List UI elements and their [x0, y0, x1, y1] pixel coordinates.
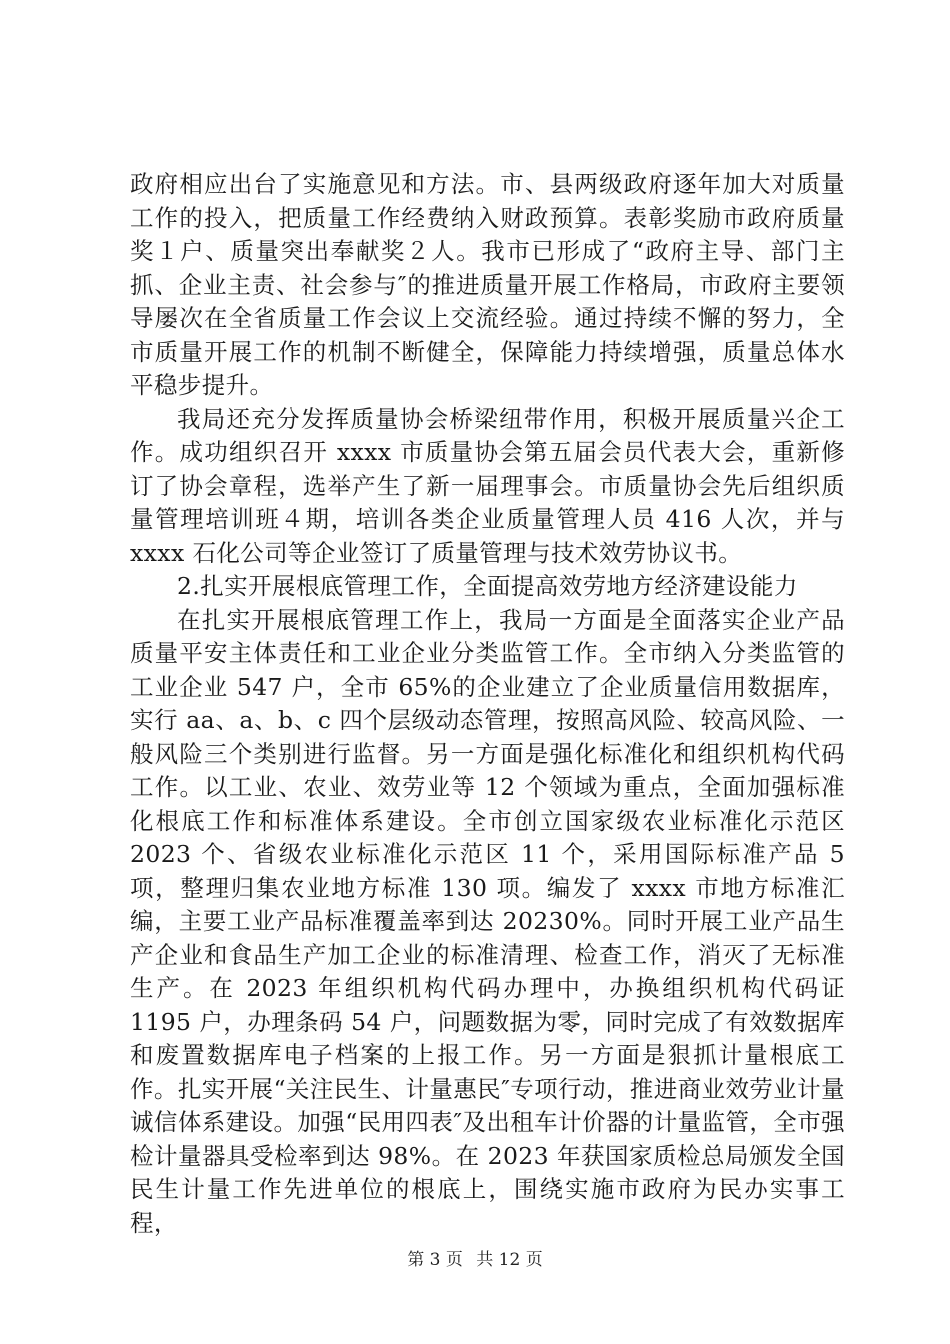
page-number: 第 3 页	[407, 1250, 463, 1270]
section-heading-basic-management: 2.扎实开展根底管理工作，全面提高效劳地方经济建设能力	[177, 572, 798, 600]
document-body	[130, 168, 845, 1240]
page-footer	[0, 1245, 950, 1270]
paragraph-quality-association: 我局还充分发挥质量协会桥梁纽带作用，积极开展质量兴企工作。成功组织召开 xxxx 市质量协会第五届会员代表大会，重新修订了协会章程，选举产生了新一届理事会。市质量协会先后组织质量管理培训班４期，培训各类企业质量管理人员 416 人次，并与 xxxx 石化公司等企业签订了质量管理与技术效劳协议书。	[130, 404, 845, 567]
paragraph-quality-policy: 政府相应出台了实施意见和方法。市、县两级政府逐年加大对质量工作的投入，把质量工作经费纳入财政预算。表彰奖励市政府质量奖１户、质量突出奉献奖２人。我市已形成了“政府主导、部门主抓、企业主责、社会参与″的推进质量开展工作格局，市政府主要领导屡次在全省质量工作会议上交流经验。通过持续不懈的努力，全市质量开展工作的机制不断健全，保障能力持续增强，质量总体水平稳步提升。	[130, 170, 845, 399]
page-total: 共 12 页	[476, 1250, 543, 1270]
paragraph-basic-management: 在扎实开展根底管理工作上，我局一方面是全面落实企业产品质量平安主体责任和工业企业分类监管工作。全市纳入分类监管的工业企业 547 户，全市 65%的企业建立了企业质量信用数据库，实行 aa、a、b、c 四个层级动态管理，按照高风险、较高风险、一般风险三个类别进行监督。另一方面是强化标准化和组织机构代码工作。以工业、农业、效劳业等 12 个领域为重点，全面加强标准化根底工作和标准体系建设。全市创立国家级农业标准化示范区 2023 个、省级农业标准化示范区 11 个，采用国际标准产品 5 项，整理归集农业地方标准 130 项。编发了 xxxx 市地方标准汇编，主要工业产品标准覆盖率到达 20230%。同时开展工业产品生产企业和食品生产加工企业的标准清理、检查工作，消灭了无标准生产。在 2023 年组织机构代码办理中，办换组织机构代码证 1195 户，办理条码 54 户，问题数据为零，同时完成了有效数据库和废置数据库电子档案的上报工作。另一方面是狠抓计量根底工作。扎实开展“关注民生、计量惠民″专项行动，推进商业效劳业计量诚信体系建设。加强“民用四表″及出租车计价器的计量监管，全市强检计量器具受检率到达 98%。在 2023 年获国家质检总局颁发全国民生计量工作先进单位的根底上，围绕实施市政府为民办实事工程，	[130, 605, 845, 1237]
